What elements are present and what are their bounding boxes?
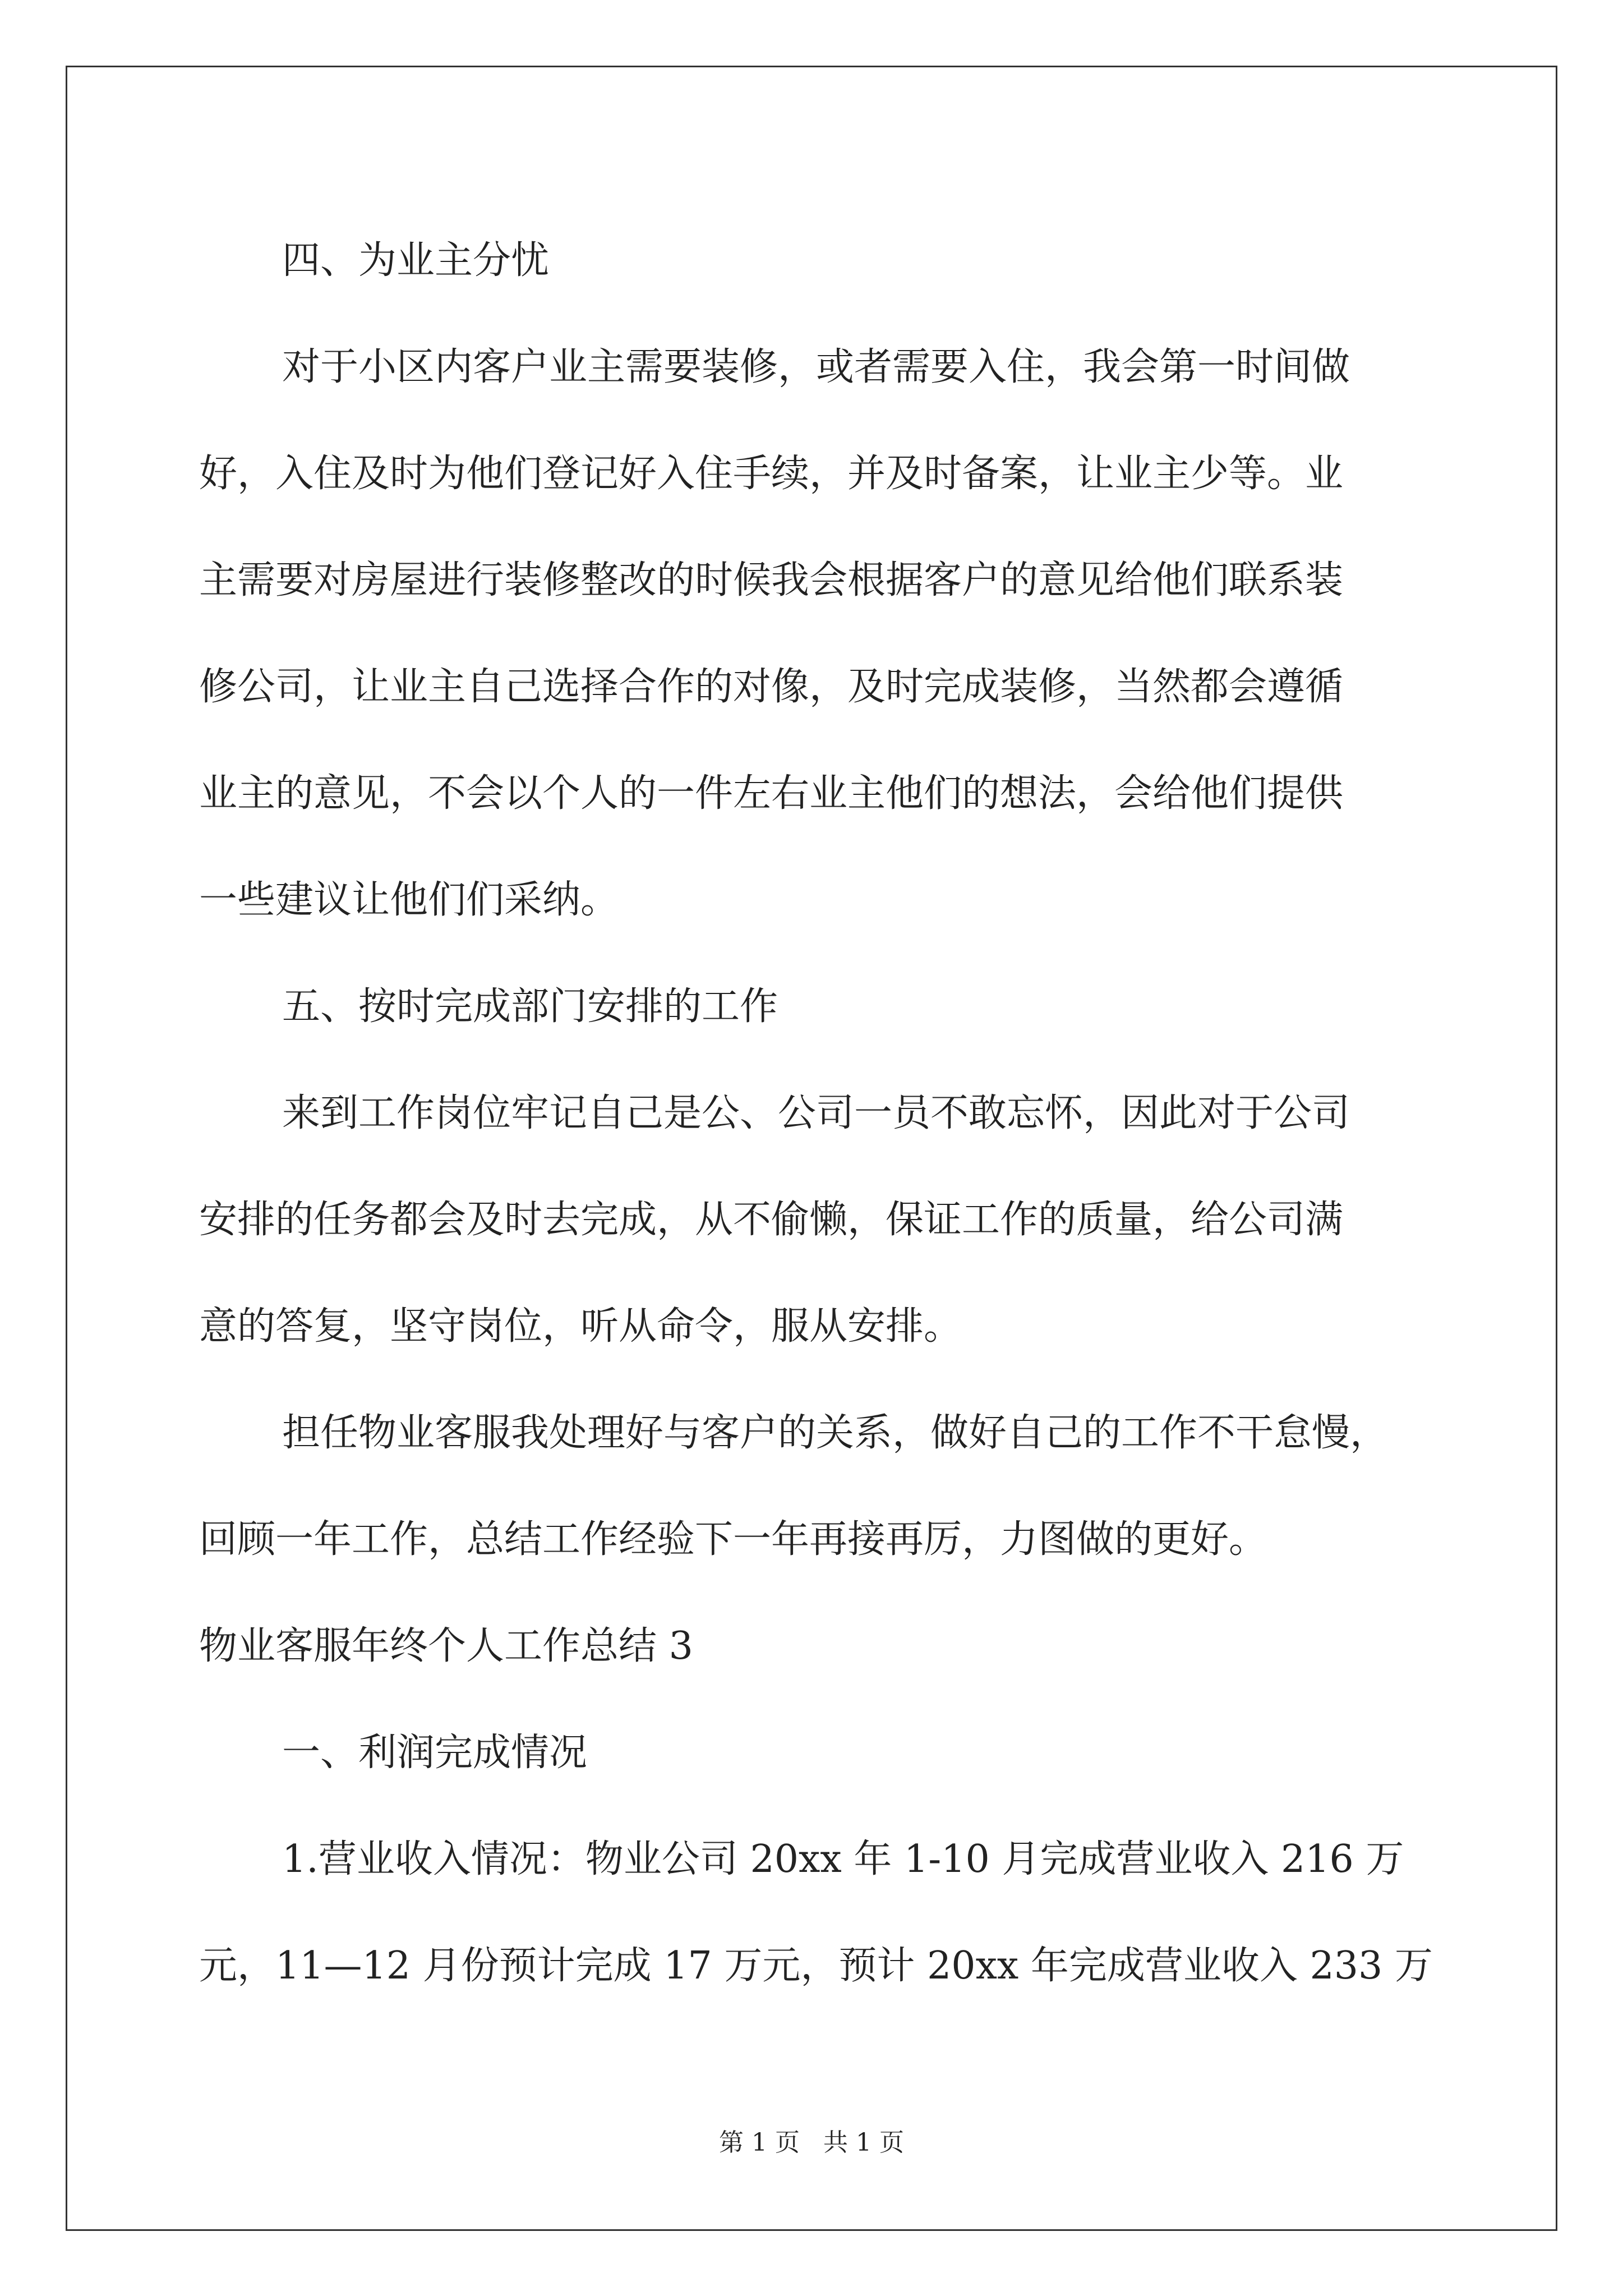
page-footer — [0, 2126, 1623, 2160]
paragraph-line: 主需要对房屋进行装修整改的时候我会根据客户的意见给他们联系装 — [199, 558, 1344, 602]
page-total: 共 1 页 — [823, 2128, 904, 2157]
heading-section-five: 五、按时完成部门安排的工作 — [282, 984, 778, 1029]
paragraph-line: 业主的意见，不会以个人的一件左右业主他们的想法，会给他们提供 — [199, 771, 1344, 816]
paragraph-line: 1.营业收入情况：物业公司 20xx 年 1-10 月完成营业收入 216 万 — [282, 1837, 1404, 1881]
paragraph-line: 修公司，让业主自己选择合作的对像，及时完成装修，当然都会遵循 — [199, 665, 1344, 709]
paragraph-line: 安排的任务都会及时去完成，从不偷懒，保证工作的质量，给公司满 — [199, 1198, 1344, 1242]
heading-section-one: 一、利润完成情况 — [282, 1731, 588, 1775]
paragraph-line: 担任物业客服我处理好与客户的关系，做好自己的工作不干怠慢， — [282, 1411, 1389, 1455]
paragraph-line: 回顾一年工作，总结工作经验下一年再接再厉，力图做的更好。 — [199, 1517, 1267, 1562]
document-body — [199, 208, 1433, 2019]
paragraph-line: 好，入住及时为他们登记好入住手续，并及时备案，让业主少等。业 — [199, 452, 1344, 496]
paragraph-line: 元，11—12 月份预计完成 17 万元，预计 20xx 年完成营业收入 233 万 — [199, 1944, 1433, 1988]
paragraph-line: 意的答复，坚守岗位，听从命令，服从安排。 — [199, 1304, 962, 1349]
section-title: 物业客服年终个人工作总结 3 — [199, 1624, 693, 1668]
page-number: 第 1 页 — [719, 2128, 800, 2157]
paragraph-line: 对于小区内客户业主需要装修，或者需要入住，我会第一时间做 — [282, 345, 1350, 389]
heading-section-four: 四、为业主分忧 — [282, 238, 550, 283]
paragraph-line: 来到工作岗位牢记自己是公、公司一员不敢忘怀，因此对于公司 — [282, 1091, 1350, 1135]
paragraph-line: 一些建议让他们们采纳。 — [199, 878, 619, 922]
